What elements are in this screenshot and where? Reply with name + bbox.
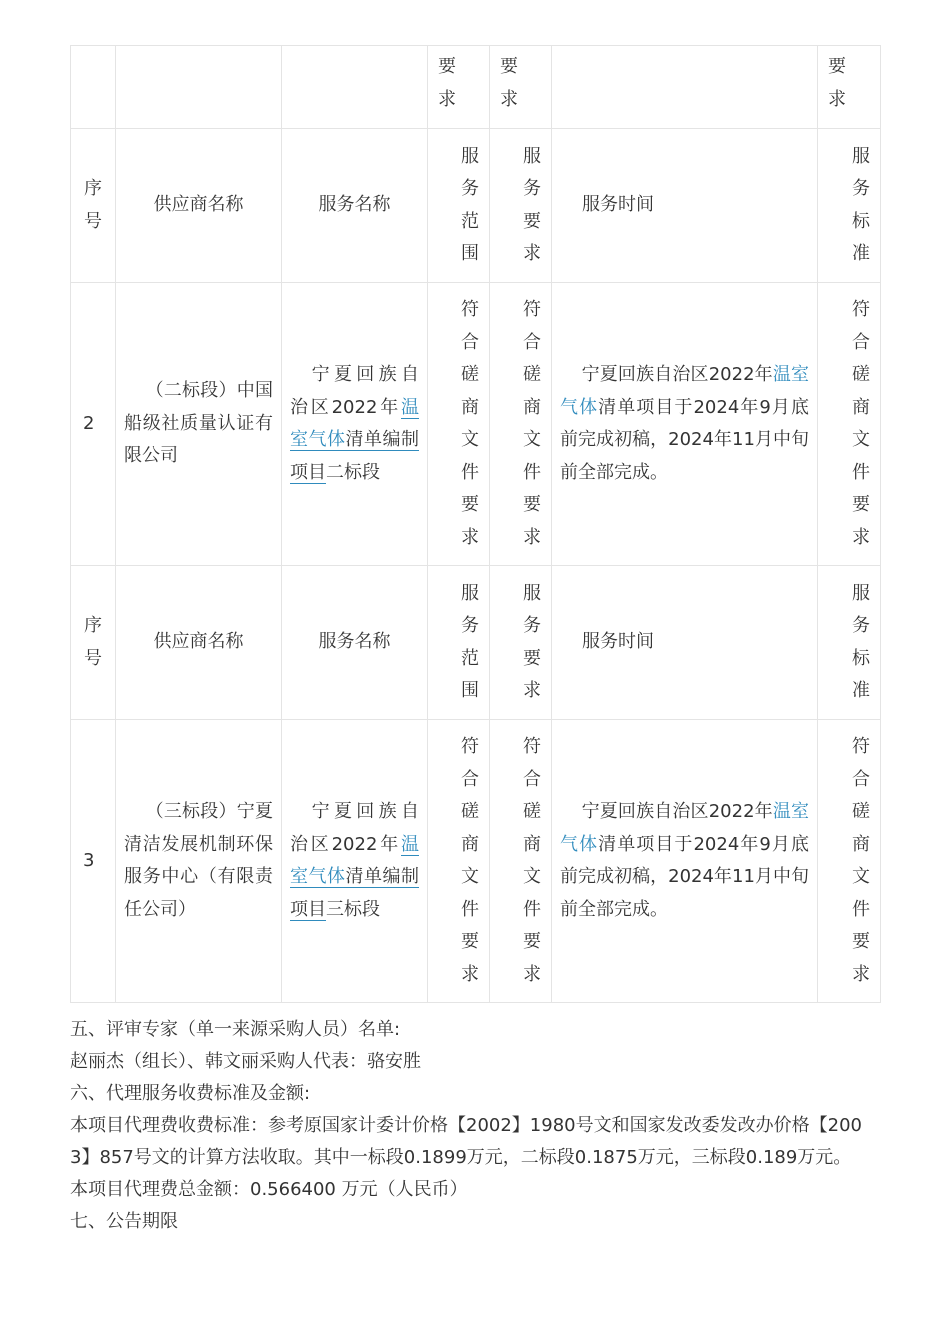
procurement-table-container xyxy=(70,45,880,1003)
header-time: 服务时间 xyxy=(552,566,818,720)
cell-time: 宁夏回族自治区2022年温室气体清单项目于2024年9月底前完成初稿，2024年11月中旬前全部完成。 xyxy=(552,720,818,1003)
cell-supplier: （二标段）中国船级社质量认证有限公司 xyxy=(116,283,282,566)
fee-total: 本项目代理费总金额：0.566400 万元（人民币） xyxy=(70,1179,468,1200)
cell-scope: 符合磋商文件要求 xyxy=(428,720,490,1003)
period-heading: 七、公告期限 xyxy=(70,1211,178,1232)
greenhouse-gas-link[interactable]: 温室气体 xyxy=(560,801,810,855)
table-header-row xyxy=(71,129,881,283)
header-supplier: 供应商名称 xyxy=(116,566,282,720)
header-scope: 服务范围 xyxy=(428,566,490,720)
cell-requirement: 符合磋商文件要求 xyxy=(490,720,552,1003)
announcement-sections xyxy=(70,1014,882,1238)
table-row xyxy=(71,720,881,1003)
cell-scope: 符合磋商文件要求 xyxy=(428,283,490,566)
cell-seq: 2 xyxy=(71,283,116,566)
header-supplier: 供应商名称 xyxy=(116,129,282,283)
cell-time: 宁夏回族自治区2022年温室气体清单项目于2024年9月底前完成初稿，2024年11月中旬前全部完成。 xyxy=(552,283,818,566)
cell-seq: 3 xyxy=(71,720,116,1003)
cell-requirement: 要求 xyxy=(490,46,552,129)
cell-time xyxy=(552,46,818,129)
header-seq: 序号 xyxy=(71,129,116,283)
header-service-name: 服务名称 xyxy=(282,566,428,720)
table-header-row xyxy=(71,566,881,720)
greenhouse-gas-link[interactable]: 温室气体 xyxy=(560,364,810,418)
cell-service-name: 宁夏回族自治区2022年温室气体清单编制项目三标段 xyxy=(282,720,428,1003)
cell-standard: 符合磋商文件要求 xyxy=(818,720,881,1003)
table-row xyxy=(71,283,881,566)
fee-standard: 本项目代理费收费标准：参考原国家计委计价格【2002】1980号文和国家发改委发改办价格【2003】857号文的计算方法收取。其中一标段0.1899万元，二标段0.1875万元，三标段0.189万元。 xyxy=(70,1115,862,1168)
cell-requirement: 符合磋商文件要求 xyxy=(490,283,552,566)
procurement-result-table xyxy=(70,45,881,1003)
cell-scope: 要求 xyxy=(428,46,490,129)
header-service-name: 服务名称 xyxy=(282,129,428,283)
cell-standard: 要求 xyxy=(818,46,881,129)
header-seq: 序号 xyxy=(71,566,116,720)
header-requirement: 服务要求 xyxy=(490,129,552,283)
cell-supplier xyxy=(116,46,282,129)
header-standard: 服务标准 xyxy=(818,566,881,720)
cell-standard: 符合磋商文件要求 xyxy=(818,283,881,566)
header-time: 服务时间 xyxy=(552,129,818,283)
experts-heading: 五、评审专家（单一来源采购人员）名单: xyxy=(70,1019,401,1040)
header-scope: 服务范围 xyxy=(428,129,490,283)
cell-service-name xyxy=(282,46,428,129)
cell-supplier: （三标段）宁夏清洁发展机制环保服务中心（有限责任公司） xyxy=(116,720,282,1003)
cell-seq xyxy=(71,46,116,129)
header-standard: 服务标准 xyxy=(818,129,881,283)
fee-heading: 六、代理服务收费标准及金额: xyxy=(70,1083,311,1104)
greenhouse-gas-link[interactable]: 温室气体 xyxy=(290,833,419,887)
experts-list: 赵丽杰（组长）、韩文丽采购人代表：骆安胜 xyxy=(70,1051,421,1072)
table-row-fragment xyxy=(71,46,881,129)
header-requirement: 服务要求 xyxy=(490,566,552,720)
greenhouse-gas-link[interactable]: 温室气体 xyxy=(290,396,419,450)
cell-service-name: 宁夏回族自治区2022年温室气体清单编制项目二标段 xyxy=(282,283,428,566)
